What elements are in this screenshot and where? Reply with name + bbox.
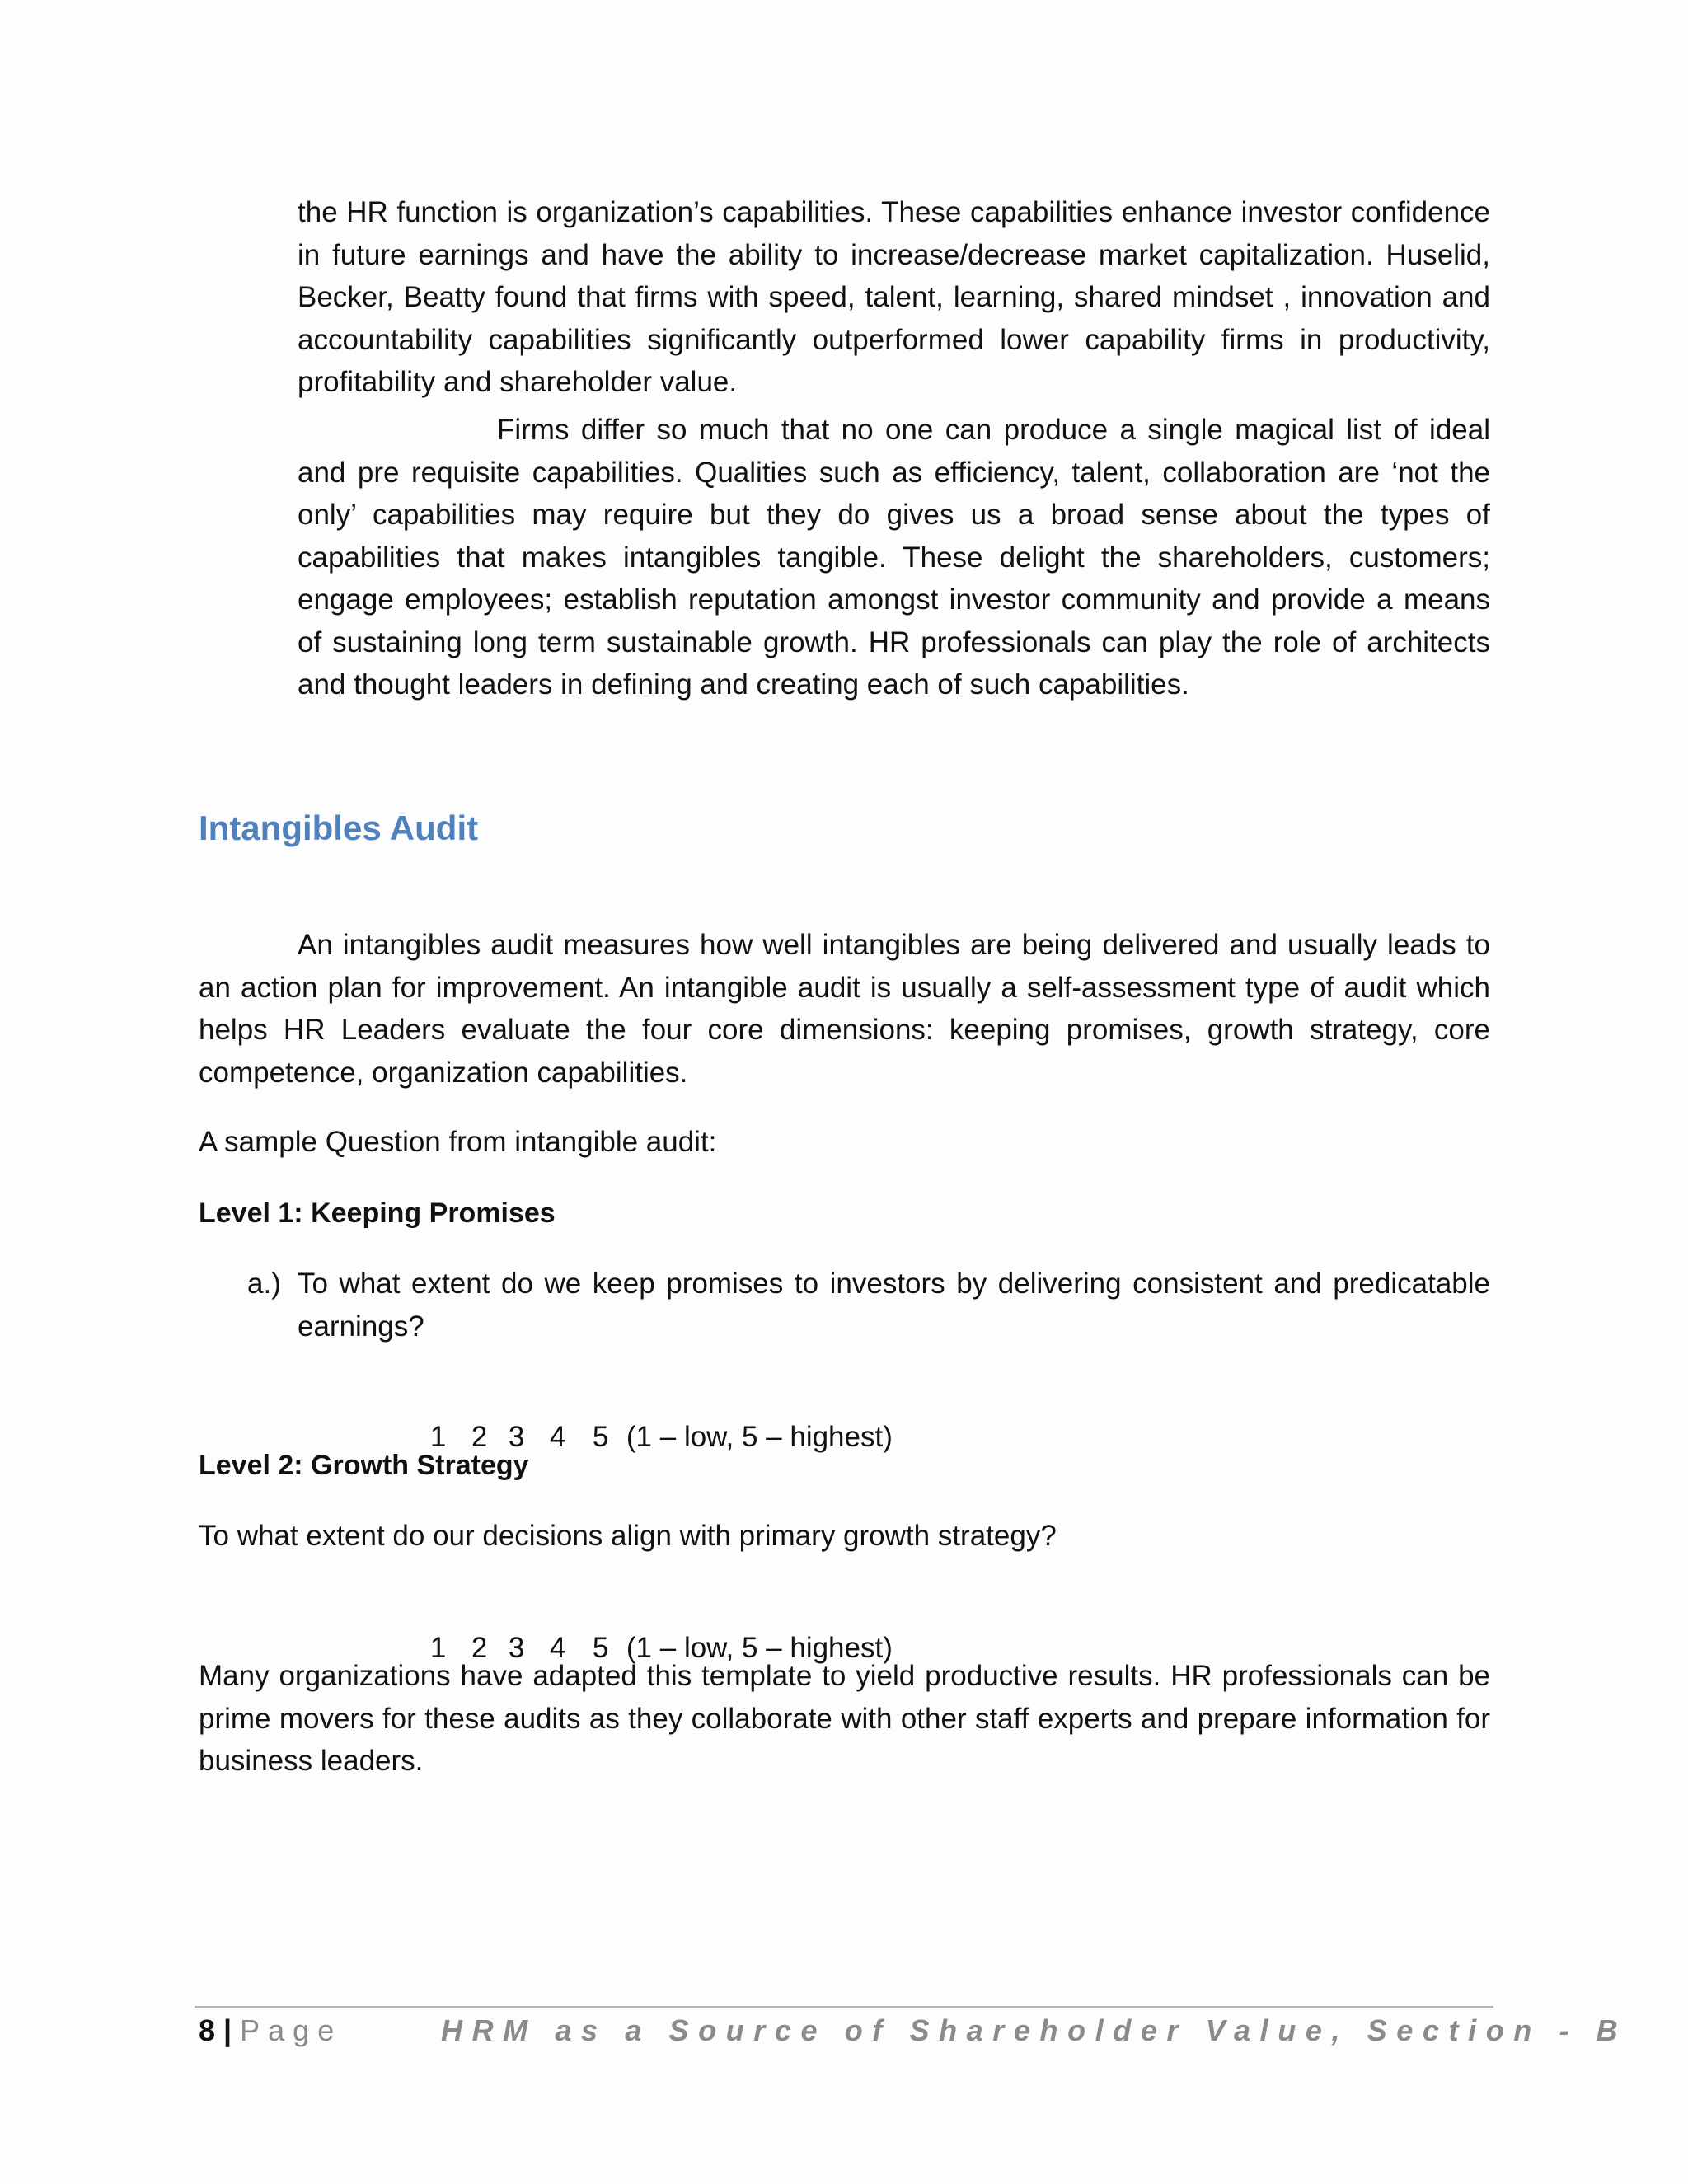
scale-point: 1 <box>429 1421 447 1453</box>
footer-document-title: HRM as a Source of Shareholder Value, Section - B <box>441 2013 1628 2047</box>
scale-point: 5 <box>592 1632 609 1664</box>
scale-point: 2 <box>471 1421 488 1453</box>
scale-point: 1 <box>429 1632 447 1664</box>
sample-question-label: A sample Question from intangible audit: <box>199 1126 717 1158</box>
scale-point: 3 <box>508 1632 525 1664</box>
page-separator: | <box>223 2013 232 2047</box>
level-1-question: To what extent do we keep promises to investors by delivering consistent and predicatable earnings? <box>298 1268 1490 1343</box>
level-1-title: Level 1: Keeping Promises <box>199 1197 556 1229</box>
scale-point: 4 <box>549 1421 566 1453</box>
scale-legend: (1 – low, 5 – highest) <box>626 1421 893 1453</box>
footer-divider <box>195 2006 1493 2008</box>
paragraph-closing: Many organizations have adapted this template to yield productive results. HR professionals can be prime movers for these audits as they collaborate with other staff experts and prepare information for business leaders. <box>199 1660 1490 1777</box>
scale-point: 4 <box>549 1632 566 1664</box>
level-2-question: To what extent do our decisions align with primary growth strategy? <box>199 1520 1057 1552</box>
scale-point: 5 <box>592 1421 609 1453</box>
paragraph-firms-differ: Firms differ so much that no one can produce a single magical list of ideal and pre requisite capabilities. Qualities such as efficiency, talent, collaboration are ‘not the only’ capabilities may require but they do gives us a broad sense about the types of capabilities that makes intangibles tangible. These delight the shareholders, customers; engage employees; establish reputation amongst investor community and provide a means of sustaining long term sustainable growth. HR professionals can play the role of architects and thought leaders in defining and creating each of such capabilities. <box>298 414 1490 701</box>
scale-legend: (1 – low, 5 – highest) <box>626 1632 893 1664</box>
page-number <box>199 2009 342 2052</box>
list-marker-a: a.) <box>247 1268 281 1300</box>
page-label: Page <box>240 2013 343 2047</box>
scale-point: 2 <box>471 1632 488 1664</box>
paragraph-capabilities-continued: the HR function is organization’s capabilities. These capabilities enhance investor confidence in future earnings and have the ability to increase/decrease market capitalization. Huselid, Becker, Beatty found that firms with speed, talent, learning, shared mindset , innovation and accountability capabilities significantly outperformed lower capability firms in productivity, profitability and shareholder value. <box>298 196 1490 398</box>
page-number-value: 8 <box>199 2013 216 2047</box>
level-2-title: Level 2: Growth Strategy <box>199 1450 529 1481</box>
scale-point: 3 <box>508 1421 525 1453</box>
section-heading: Intangibles Audit <box>199 808 479 847</box>
paragraph-audit-intro: An intangibles audit measures how well intangibles are being delivered and usually leads to an action plan for improvement. An intangible audit is usually a self-assessment type of audit which helps HR Leaders evaluate the four core dimensions: keeping promises, growth strategy, core competence, organization capabilities. <box>199 929 1490 1089</box>
